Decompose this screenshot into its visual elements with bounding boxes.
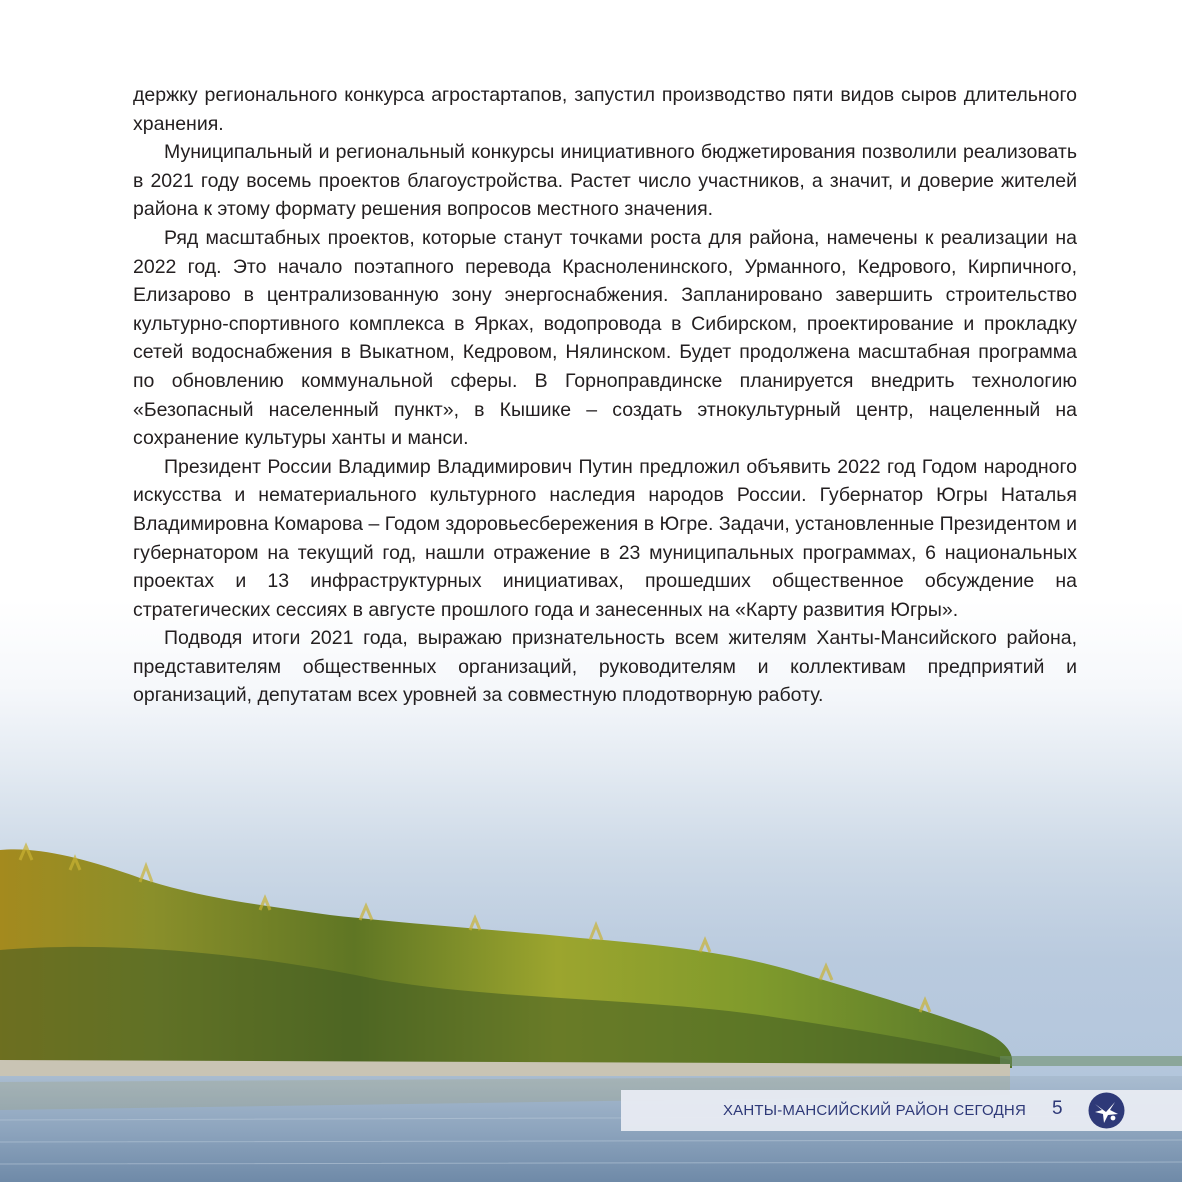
- article-paragraph: Муниципальный и региональный конкурсы инициативного бюджетирования позволили реализовать в 2021 году восемь проектов благоустройства. Растет число участников, а значит, и доверие жителей района к этому формату решения вопросов местного значения.: [133, 141, 1077, 221]
- article-body: [133, 81, 1077, 710]
- article-paragraph: Президент России Владимир Владимирович Путин предложил объявить 2022 год Годом народного искусства и нематериального культурного наследия народов России. Губернатор Югры Наталья Владимировна Комарова – Годом здоровьесбережения в Югре. Задачи, установленные Президентом и губернатором на текущий год, нашли отражение в 23 муниципальных программах, 6 национальных проектах и 13 инфраструктурных инициативах, прошедших общественное обсуждение на стратегических сессиях в августе прошлого года и занесенных на «Карту развития Югры».: [133, 455, 1077, 621]
- page-number: 5: [1052, 1098, 1063, 1119]
- article-paragraph: держку регионального конкурса агростартапов, запустил производство пяти видов сыров длительного хранения.: [133, 84, 1077, 135]
- article-paragraph: Подводя итоги 2021 года, выражаю признательность всем жителям Ханты-Мансийского района, представителям общественных организаций, руководителям и коллективам предприятий и организаций, депутатам всех уровней за совместную плодотворную работу.: [133, 627, 1077, 707]
- district-emblem-icon: [1088, 1092, 1125, 1129]
- footer-publication-title: ХАНТЫ-МАНСИЙСКИЙ РАЙОН СЕГОДНЯ: [722, 1102, 1026, 1119]
- article-paragraph: Ряд масштабных проектов, которые станут точками роста для района, намечены к реализации на 2022 год. Это начало поэтапного перевода Красноленинского, Урманного, Кедрового, Кирпичного, Елизарово в централизованную зону энергоснабжения. Запланировано завершить строительство культурно-спортивного комплекса в Ярках, водопровода в Сибирском, проектирование и прокладку сетей водоснабжения в Выкатном, Кедровом, Нялинском. Будет продолжена масштабная программа по обновлению коммунальной сферы. В Горноправдинске планируется внедрить технологию «Безопасный населенный пункт», в Кышике – создать этнокультурный центр, нацеленный на сохранение культуры ханты и манси.: [133, 226, 1077, 450]
